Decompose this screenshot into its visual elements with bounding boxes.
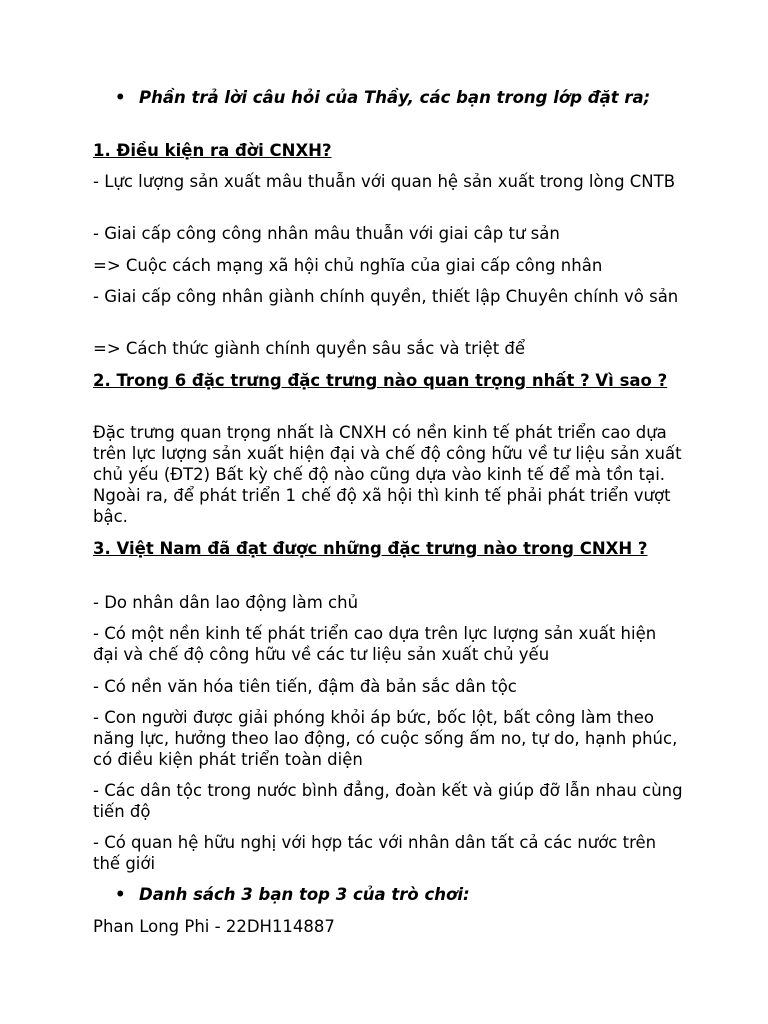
question-3-heading: 3. Việt Nam đã đạt được những đặc trưng nào trong CNXH ? <box>93 539 648 558</box>
question-1-heading: 1. Điều kiện ra đời CNXH? <box>93 141 332 160</box>
bullet-icon: • <box>115 885 126 904</box>
top3-entry: Phan Long Phi - 22DH114887 <box>93 917 335 936</box>
q1-line: - Lực lượng sản xuất mâu thuẫn với quan hệ sản xuất trong lòng CNTB <box>93 172 676 191</box>
question-2-heading: 2. Trong 6 đặc trưng đặc trưng nào quan trọng nhất ? Vì sao ? <box>93 371 668 390</box>
q3-line: - Do nhân dân lao động làm chủ <box>93 593 359 612</box>
q1-line: => Cách thức giành chính quyền sâu sắc và triệt để <box>93 339 526 358</box>
q1-line: - Giai cấp công nhân giành chính quyền, thiết lập Chuyên chính vô sản <box>93 287 679 306</box>
bullet-icon: • <box>115 88 126 107</box>
q3-line: - Có một nền kinh tế phát triển cao dựa trên lực lượng sản xuất hiện đại và chế độ công hữu về các tư liệu sản xuất chủ yếu <box>93 624 657 664</box>
q1-line: => Cuộc cách mạng xã hội chủ nghĩa của giai cấp công nhân <box>93 256 603 275</box>
q3-line: - Con người được giải phóng khỏi áp bức, bốc lột, bất công làm theo năng lực, hưởng theo lao động, có cuộc sống ấm no, tự do, hạnh phúc, có điều kiện phát triển toàn diện <box>93 708 678 769</box>
q3-line: - Có quan hệ hữu nghị với hợp tác với nhân dân tất cả các nước trên thế giới <box>93 833 657 873</box>
q3-line: - Các dân tộc trong nước bình đẳng, đoàn kết và giúp đỡ lẫn nhau cùng tiến độ <box>93 781 683 821</box>
q3-line: - Có nền văn hóa tiên tiến, đậm đà bản sắc dân tộc <box>93 677 517 696</box>
q1-line: - Giai cấp công công nhân mâu thuẫn với giai câp tư sản <box>93 224 560 243</box>
answers-intro-text: Phần trả lời câu hỏi của Thầy, các bạn trong lớp đặt ra; <box>139 88 651 107</box>
question-2-answer: Đặc trưng quan trọng nhất là CNXH có nền kinh tế phát triển cao dựa trên lực lượng sản xuất hiện đại và chế độ công hữu về tư liệu sản xuất chủ yếu (ĐT2) Bất kỳ chế độ nào cũng dựa vào kinh tế để mà tồn tại. Ngoài ra, để phát triển 1 chế độ xã hội thì kinh tế phải phát triển vượt bậc. <box>93 423 682 526</box>
top3-title-text: Danh sách 3 bạn top 3 của trò chơi: <box>139 885 470 904</box>
